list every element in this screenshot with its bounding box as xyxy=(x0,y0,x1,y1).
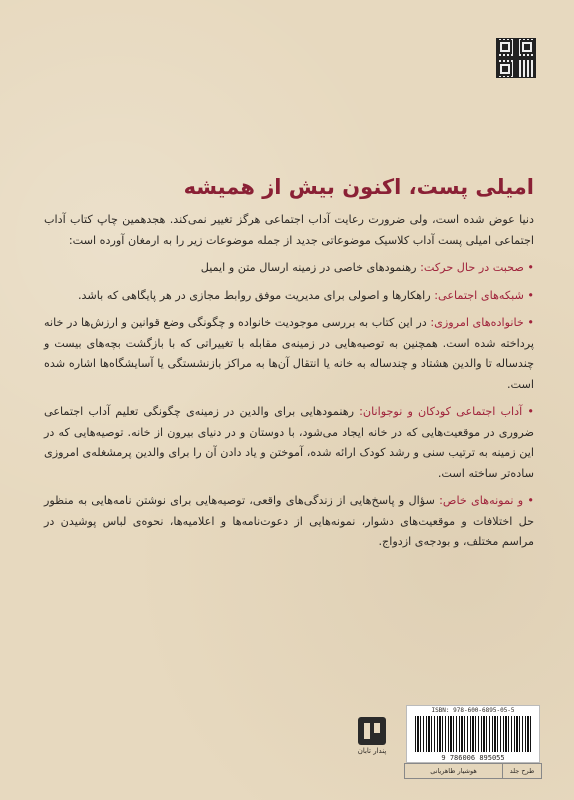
section-label: • آداب اجتماعی کودکان و نوجوانان: xyxy=(359,405,534,418)
cover-credit xyxy=(404,763,542,779)
section-text: رهنمودهای خاصی در زمینه ارسال متن و ایمیل xyxy=(200,261,421,274)
barcode xyxy=(406,705,540,763)
section-paragraph xyxy=(44,286,534,307)
section-label: • و نمونه‌های خاص: xyxy=(439,494,535,507)
barcode-number: 9 786006 895055 xyxy=(407,754,539,762)
section-text: در این کتاب به بررسی موجودیت خانواده و چگونگی وضع قوانین و ارزش‌ها در خانه پرداخته شده است. همچنین به توصیه‌هایی در زمینه‌ی مقابله با تغییراتی که با بازگشت بچه‌های بیست و چندساله تا والدین هشتاد و چندساله به خانه یا انتقال آن‌ها به مراکز بازنشستگی یا آسایشگاه‌ها اشاره شده است. xyxy=(44,316,534,391)
section-paragraph xyxy=(44,402,534,484)
credit-value: هوشیار ظاهریانی xyxy=(430,767,477,775)
section-label: • خانواده‌های امروزی: xyxy=(430,316,534,329)
qr-corner xyxy=(498,62,512,76)
page-title: امیلی پست، اکنون بیش از همیشه xyxy=(183,175,534,199)
intro-paragraph: دنیا عوض شده است، ولی ضرورت رعایت آداب اجتماعی هرگز تغییر نمی‌کند. هجدهمین چاپ کتاب آداب اجتماعی امیلی پست آداب کلاسیک موضوعاتی جدید از جمله موضوعات زیر را به ارمغان آورده است: xyxy=(44,213,534,247)
qr-corner xyxy=(498,40,512,54)
publisher-mark-icon xyxy=(358,717,386,745)
section-paragraph xyxy=(44,491,534,553)
qr-code xyxy=(496,38,536,78)
barcode-bars xyxy=(415,716,531,752)
section-text: رهنمودهایی برای والدین در زمینه‌ی چگونگی تعلیم آداب اجتماعی ضروری در موقعیت‌هایی که در خانه ایجاد می‌شود، با دوستان و در دنیای بیرون از خانه. توصیه‌هایی که در این زمینه به ترتیب سنی و رشد کودک ارائه شده، آموختن و یاد دادن آن را برای والدین پرمشغله‌ی امروزی ساده‌تر ساخته است. xyxy=(44,405,534,480)
section-paragraph xyxy=(44,313,534,395)
section-paragraph xyxy=(44,258,534,279)
section-label: • شبکه‌های اجتماعی: xyxy=(434,288,534,302)
publisher-name: پندار تابان xyxy=(357,747,387,755)
qr-corner xyxy=(520,40,534,54)
section-text: راهکارها و اصولی برای مدیریت موفق روابط مجازی در هر پایگاهی که باشد. xyxy=(77,288,435,302)
section-label: • صحبت در حال حرکت: xyxy=(420,261,534,274)
section-text: سؤال و پاسخ‌هایی از زندگی‌های واقعی، توصیه‌هایی برای نوشتن نامه‌هایی به منظور حل اختلافات و موقعیت‌های دشوار، نمونه‌هایی از دعوت‌نامه‌ها و اعلامیه‌ها، نحوه‌ی لباس پوشیدن در مراسم مختلف، و بودجه‌ی ازدواج. xyxy=(44,494,534,548)
publisher-logo xyxy=(352,717,392,761)
isbn-label: ISBN: 978-600-6895-05-5 xyxy=(431,707,515,714)
description xyxy=(44,210,534,560)
credit-label: طرح جلد xyxy=(502,764,541,778)
